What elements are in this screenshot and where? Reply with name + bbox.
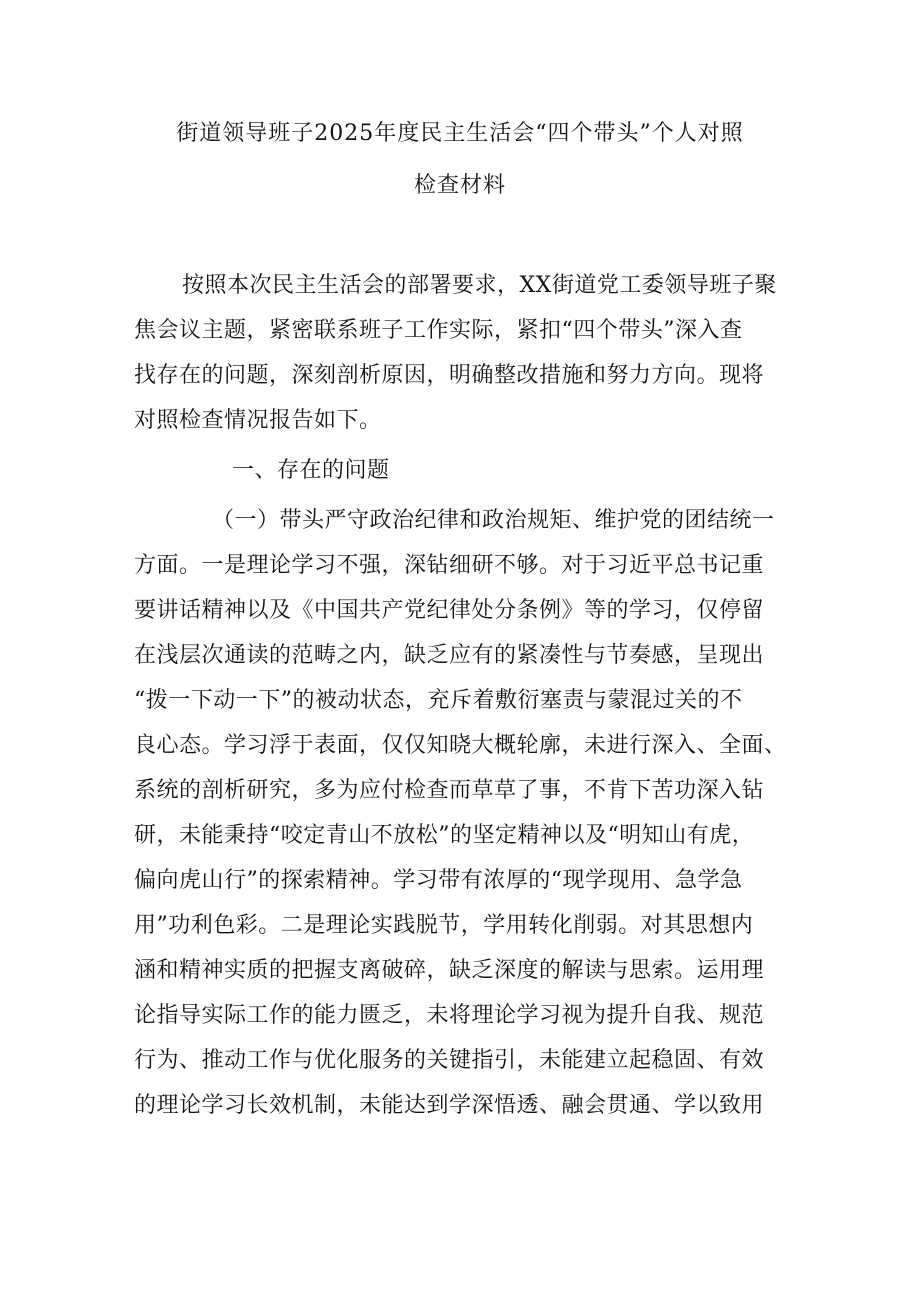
paragraph-line: 良心态。学习浮于表面，仅仅知晓大概轮廓，未进行深入、全面、 — [134, 733, 787, 758]
paragraph-line: 行为、推动工作与优化服务的关键指引，未能建立起稳固、有效 — [134, 1048, 765, 1073]
paragraph-line: 要讲话精神以及《中国共产党纪律处分条例》等的学习，仅停留 — [134, 598, 765, 623]
paragraph-line: 偏向虎山行”的探索精神。学习带有浓厚的“现学现用、急学急 — [134, 868, 743, 893]
paragraph-line: 涵和精神实质的把握支离破碎，缺乏深度的解读与思索。运用理 — [134, 958, 765, 983]
paragraph-line: 找存在的问题，深刻剖析原因，明确整改措施和努力方向。现将 — [134, 363, 765, 388]
paragraph-line: 方面。一是理论学习不强，深钻细研不够。对于习近平总书记重 — [134, 553, 765, 578]
paragraph-line: 在浅层次通读的范畴之内，缺乏应有的紧凑性与节奏感，呈现出 — [134, 643, 765, 668]
paragraph-line: 研，未能秉持“咬定青山不放松”的坚定精神以及“明知山有虎， — [134, 823, 755, 848]
paragraph-line: “拨一下动一下”的被动状态，充斥着敷衍塞责与蒙混过关的不 — [134, 688, 743, 713]
section-heading: 一、存在的问题 — [232, 458, 390, 483]
paragraph-line: 用”功利色彩。二是理论实践脱节，学用转化削弱。对其思想内 — [134, 913, 754, 938]
paragraph-line: 按照本次民主生活会的部署要求，XX街道党工委领导班子聚 — [182, 273, 777, 298]
paragraph-line: 焦会议主题，紧密联系班子工作实际，紧扣“四个带头”深入查 — [134, 318, 743, 343]
paragraph-line: 对照检查情况报告如下。 — [134, 408, 382, 433]
paragraph-line: 系统的剖析研究，多为应付检查而草草了事，不肯下苦功深入钻 — [134, 778, 765, 803]
document-title-line-1: 街道领导班子2025年度民主生活会“四个带头”个人对照 — [176, 121, 744, 146]
document-title-line-2: 检查材料 — [413, 173, 506, 198]
paragraph-line: （一）带头严守政治纪律和政治规矩、维护党的团结统一 — [212, 508, 775, 533]
paragraph-line: 论指导实际工作的能力匮乏，未将理论学习视为提升自我、规范 — [134, 1003, 765, 1028]
paragraph-line: 的理论学习长效机制，未能达到学深悟透、融会贯通、学以致用 — [134, 1093, 765, 1118]
